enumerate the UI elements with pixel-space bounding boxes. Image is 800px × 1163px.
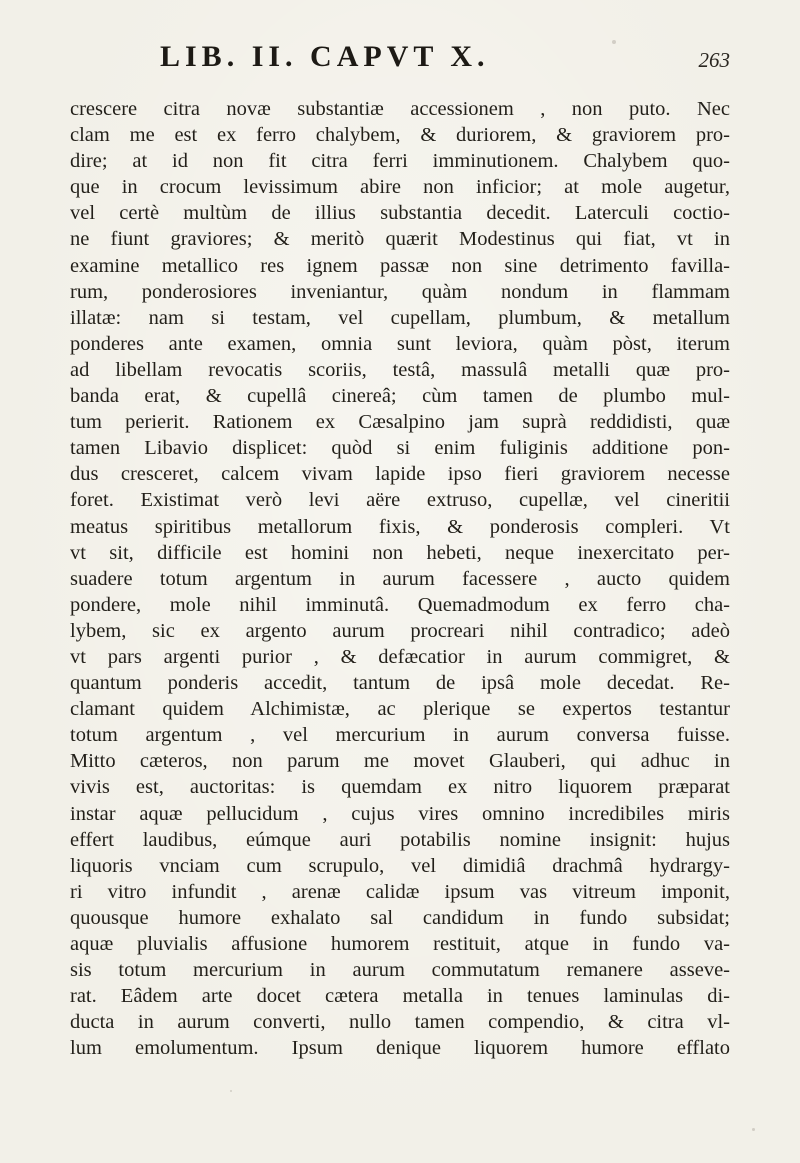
text-line: Mitto cæteros, non parum me movet Glauberi, qui adhuc in (70, 750, 730, 773)
text-line: quantum ponderis accedit, tantum de ipsâ mole decedat. Re- (70, 672, 730, 695)
text-line: illatæ: nam si testam, vel cupellam, plumbum, & metallum (70, 306, 730, 329)
text-line: clam me est ex ferro chalybem, & duriorem, & graviorem pro- (70, 124, 730, 147)
text-line: tamen Libavio displicet: quòd si enim fuliginis additione pon- (70, 437, 730, 460)
text-line: totum argentum , vel mercurium in aurum conversa fuisse. (70, 724, 730, 747)
text-line: quousque humore exhalato sal candidum in fundo subsidat; (70, 906, 730, 929)
text-line: banda erat, & cupellâ cinereâ; cùm tamen de plumbo mul- (70, 385, 730, 408)
text-line: pondere, mole nihil imminutâ. Quemadmodum ex ferro cha- (70, 593, 730, 616)
text-line: rat. Eâdem arte docet cætera metalla in tenues laminulas di- (70, 985, 730, 1008)
text-line: lum emolumentum. Ipsum denique liquorem humore efflato (70, 1037, 730, 1060)
running-head: LIB. II. CAPVT X. (160, 40, 490, 73)
paper-speck (612, 40, 616, 44)
page-header (160, 40, 730, 80)
text-line: liquoris vnciam cum scrupulo, vel dimidiâ drachmâ hydrargy- (70, 854, 730, 877)
text-line: effert laudibus, eúmque auri potabilis nomine insignit: hujus (70, 828, 730, 851)
text-line: crescere citra novæ substantiæ accessionem , non puto. Nec (70, 98, 730, 120)
text-line: vivis est, auctoritas: is quemdam ex nitro liquorem præparat (70, 776, 730, 799)
text-line: sis totum mercurium in aurum commutatum remanere asseve- (70, 959, 730, 982)
text-line: rum, ponderosiores inveniantur, quàm nondum in flammam (70, 280, 730, 303)
text-line: examine metallico res ignem passæ non sine detrimento favilla- (70, 254, 730, 277)
text-line: que in crocum levissimum abire non inficior; at mole augetur, (70, 176, 730, 199)
text-line: ducta in aurum converti, nullo tamen compendio, & citra vl- (70, 1011, 730, 1034)
paper-speck (752, 1128, 755, 1131)
text-line: vt pars argenti purior , & defæcatior in aurum commigret, & (70, 645, 730, 668)
text-line: instar aquæ pellucidum , cujus vires omnino incredibiles miris (70, 802, 730, 825)
text-line: foret. Existimat verò levi aëre extruso, cupellæ, vel cineritii (70, 489, 730, 512)
page-number: 263 (698, 48, 730, 72)
text-line: aquæ pluvialis affusione humorem restituit, atque in fundo va- (70, 933, 730, 955)
text-line: clamant quidem Alchimistæ, ac plerique se expertos testantur (70, 698, 730, 721)
text-line: ponderes ante examen, omnia sunt leviora, quàm pòst, iterum (70, 332, 730, 355)
text-line: ri vitro infundit , arenæ calidæ ipsum vas vitreum imponit, (70, 880, 730, 903)
text-line: meatus spiritibus metallorum fixis, & ponderosis compleri. Vt (70, 515, 730, 538)
text-line: suadere totum argentum in aurum facessere , aucto quidem (70, 567, 730, 590)
text-line: ne fiunt graviores; & meritò quærit Modestinus qui fiat, vt in (70, 228, 730, 251)
text-line: ad libellam revocatis scoriis, testâ, massulâ metalli quæ pro- (70, 358, 730, 381)
paper-speck (230, 1090, 232, 1092)
text-line: vel certè multùm de illius substantia decedit. Laterculi coctio- (70, 202, 730, 225)
body-text (70, 96, 730, 1061)
text-line: vt sit, difficile est homini non hebeti, neque inexercitato per- (70, 541, 730, 564)
text-line: tum perierit. Rationem ex Cæsalpino jam suprà reddidisti, quæ (70, 411, 730, 434)
text-line: dus cresceret, calcem vivam lapide ipso fieri graviorem necesse (70, 463, 730, 486)
text-line: dire; at id non fit citra ferri imminutionem. Chalybem quo- (70, 150, 730, 173)
text-line: lybem, sic ex argento aurum procreari nihil contradico; adeò (70, 619, 730, 642)
